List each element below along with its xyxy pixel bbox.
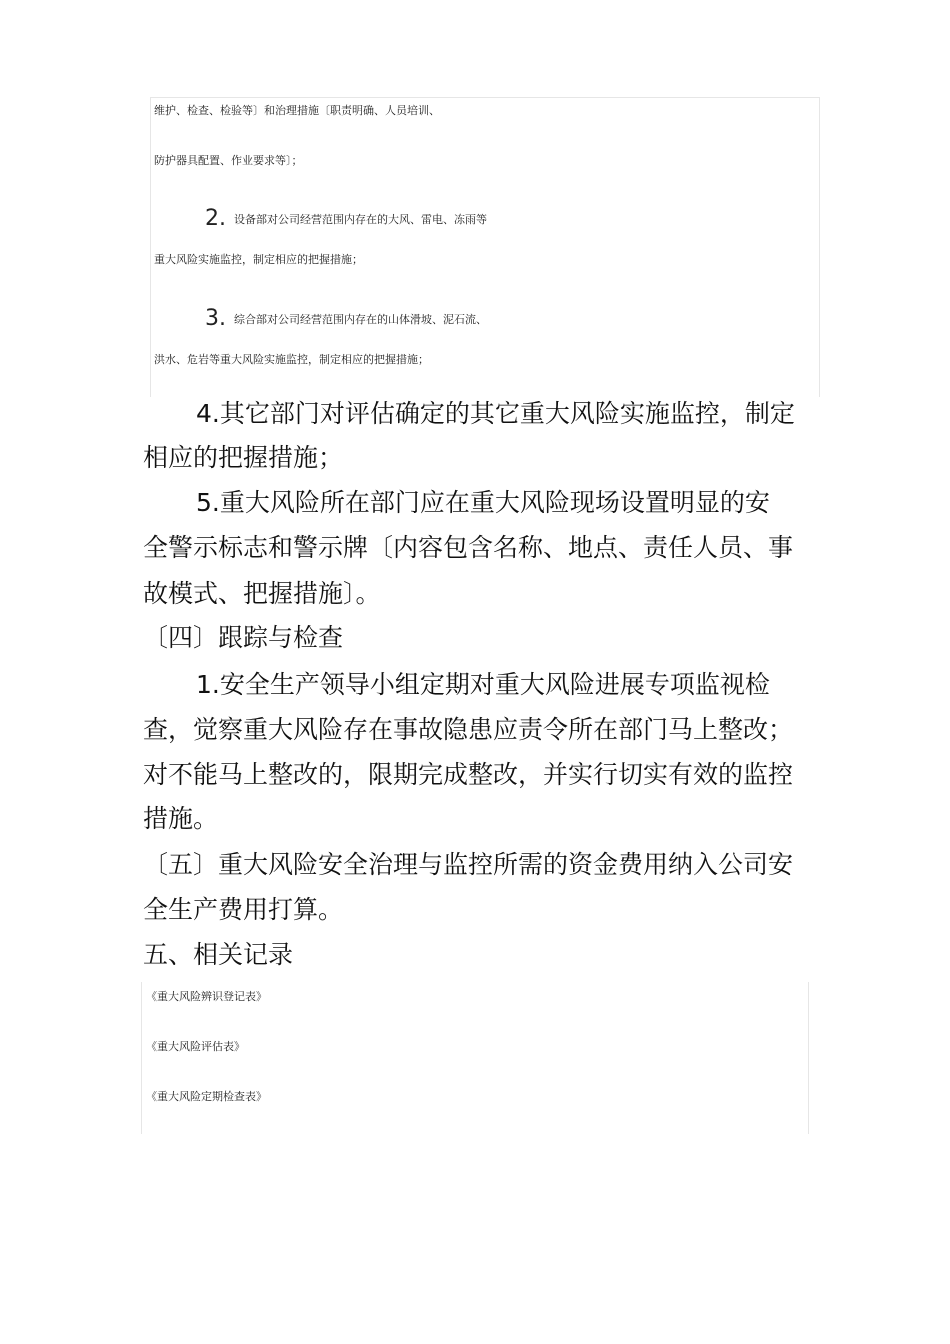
record-item: 《重大风险定期检查表》: [146, 1090, 267, 1103]
excerpt-item-3: [205, 306, 487, 333]
excerpt-item-2: [205, 206, 487, 233]
records-box: [141, 982, 809, 1134]
check-para-line-1: 1.安全生产领导小组定期对重大风险进展专项监视检: [196, 670, 770, 699]
record-item: 《重大风险辨识登记表》: [146, 990, 267, 1003]
heading-section-4: 〔四〕跟踪与检查: [143, 623, 344, 652]
para-4-line-1: 4.其它部门对评估确定的其它重大风险实施监控，制定: [196, 399, 795, 428]
excerpt-item-3-cont: 洪水、危岩等重大风险实施监控，制定相应的把握措施；: [154, 353, 429, 366]
record-item: 《重大风险评估表》: [146, 1040, 245, 1053]
item-2-text: 设备部对公司经营范围内存在的大风、雷电、冻雨等: [234, 213, 487, 226]
excerpt-line-2: 防护器具配置、作业要求等〕；: [154, 154, 303, 167]
excerpt-line-1: 维护、检查、检验等〕和治理措施〔职责明确、人员培训、: [154, 104, 440, 117]
section-five-title: 五、相关记录: [143, 940, 294, 969]
check-para-line-3: 对不能马上整改的，限期完成整改，并实行切实有效的监控: [143, 760, 794, 789]
para-5-line-1: 5.重大风险所在部门应在重大风险现场设置明显的安: [196, 488, 770, 517]
item-2-number: 2.: [205, 206, 226, 231]
para-4-line-2: 相应的把握措施；: [143, 443, 344, 472]
check-para-line-4: 措施。: [143, 804, 219, 833]
heading-section-5-line-2: 全生产费用打算。: [143, 895, 344, 924]
para-5-line-2: 全警示标志和警示牌〔内容包含名称、地点、责任人员、事: [143, 533, 794, 562]
heading-section-5-line-1: 〔五〕重大风险安全治理与监控所需的资金费用纳入公司安: [143, 850, 794, 879]
item-3-text: 综合部对公司经营范围内存在的山体滑坡、泥石流、: [234, 313, 487, 326]
top-excerpt-box: [150, 97, 820, 397]
item-3-number: 3.: [205, 306, 226, 331]
check-para-line-2: 查，觉察重大风险存在事故隐患应责令所在部门马上整改；: [143, 715, 794, 744]
para-5-line-3: 故模式、把握措施〕。: [143, 579, 381, 608]
excerpt-item-2-cont: 重大风险实施监控，制定相应的把握措施；: [154, 253, 363, 266]
